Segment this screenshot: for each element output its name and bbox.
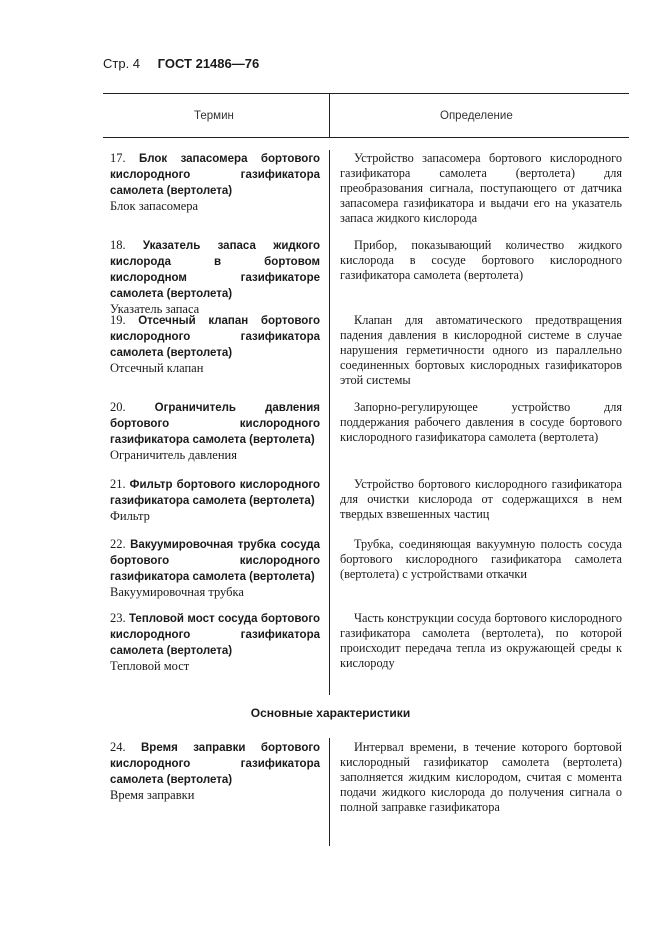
term-short-form: Ограничитель давления bbox=[110, 448, 237, 462]
term-name: Блок запасомера бортового кислородного газификатора самолета (вертолета) bbox=[110, 153, 320, 197]
term-cell bbox=[110, 313, 320, 376]
term-name: Отсечный клапан бортового кислородного газификатора самолета (вертолета) bbox=[110, 315, 320, 359]
definition-cell: Трубка, соединяющая вакуумную полость сосуда бортового кислородного газификатора самолета (вертолета) с устройствами откачки bbox=[340, 537, 622, 581]
column-divider-lower bbox=[329, 738, 330, 846]
term-short-form: Вакуумировочная трубка bbox=[110, 585, 244, 599]
definition-cell: Клапан для автоматического предотвращения падения давления в кислородной системе в случае нарушения герметичности одного из параллельно соединенных бортовых кислородных газификаторов этой системы bbox=[340, 313, 622, 387]
term-name: Ограничитель давления бортового кислородного газификатора самолета (вертолета) bbox=[110, 402, 320, 446]
term-cell bbox=[110, 238, 320, 317]
column-header-definition: Определение bbox=[440, 110, 513, 122]
page-header bbox=[103, 56, 259, 71]
term-short-form: Указатель запаса bbox=[110, 302, 200, 316]
table-top-rule bbox=[103, 93, 629, 94]
entry-number: 23. bbox=[110, 611, 126, 625]
term-name: Тепловой мост сосуда бортового кислородного газификатора самолета (вертолета) bbox=[110, 613, 320, 657]
header-column-divider bbox=[329, 93, 330, 137]
column-divider-upper bbox=[329, 150, 330, 695]
term-name: Указатель запаса жидкого кислорода в бортовом кислородном газификаторе самолета (вертолета) bbox=[110, 240, 321, 300]
section-title: Основные характеристики bbox=[250, 706, 411, 720]
definition-cell: Часть конструкции сосуда бортового кислородного газификатора самолета (вертолета), по которой происходит передача тепла из окружающей среды к кислороду bbox=[340, 611, 623, 670]
definition-cell: Устройство запасомера бортового кислородного газификатора самолета (вертолета) для преобразования сигнала, поступающего от датчика запасомера газификатора и выдачи его на указатель запаса жидкого кислорода bbox=[340, 151, 622, 225]
term-cell bbox=[110, 611, 320, 674]
entry-number: 19. bbox=[110, 313, 126, 327]
definition-cell: Интервал времени, в течение которого бортовой кислородный газификатор самолета (вертолета) заполняется жидким кислородом, считая с момента подачи жидкого кислорода до получения сигнала о полной заправке газификатора bbox=[340, 740, 622, 814]
definition-cell: Устройство бортового кислородного газификатора для очистки кислорода от содержащихся в нем твердых взвешенных частиц bbox=[340, 477, 622, 521]
entry-number: 21. bbox=[110, 477, 126, 491]
term-short-form: Отсечный клапан bbox=[110, 361, 204, 375]
entry-number: 17. bbox=[110, 151, 126, 165]
entry-number: 18. bbox=[110, 238, 126, 252]
entry-number: 22. bbox=[110, 537, 126, 551]
term-name: Фильтр бортового кислородного газификатора самолета (вертолета) bbox=[110, 479, 321, 507]
entry-number: 24. bbox=[110, 740, 126, 754]
term-cell bbox=[110, 151, 320, 214]
term-cell bbox=[110, 400, 320, 463]
page-label: Стр. 4 bbox=[103, 56, 141, 71]
column-header-term: Термин bbox=[194, 110, 234, 122]
table-header-rule bbox=[103, 137, 629, 138]
doc-code: ГОСТ 21486—76 bbox=[157, 56, 260, 71]
term-short-form: Фильтр bbox=[110, 509, 150, 523]
term-name: Время заправки бортового кислородного газификатора самолета (вертолета) bbox=[110, 742, 321, 786]
definition-cell: Запорно-регулирующее устройство для поддержания рабочего давления в сосуде бортового кислородного газификатора самолета (вертолета) bbox=[340, 400, 622, 444]
term-cell bbox=[110, 477, 320, 524]
term-short-form: Блок запасомера bbox=[110, 199, 199, 213]
term-short-form: Время заправки bbox=[110, 788, 195, 802]
term-cell bbox=[110, 537, 320, 600]
entry-number: 20. bbox=[110, 400, 126, 414]
definition-cell: Прибор, показывающий количество жидкого кислорода в сосуде бортового кислородного газификатора самолета (вертолета) bbox=[340, 238, 622, 282]
term-short-form: Тепловой мост bbox=[110, 659, 190, 673]
term-cell bbox=[110, 740, 320, 803]
term-name: Вакуумировочная трубка сосуда бортового кислородного газификатора самолета (вертолета) bbox=[110, 539, 320, 583]
